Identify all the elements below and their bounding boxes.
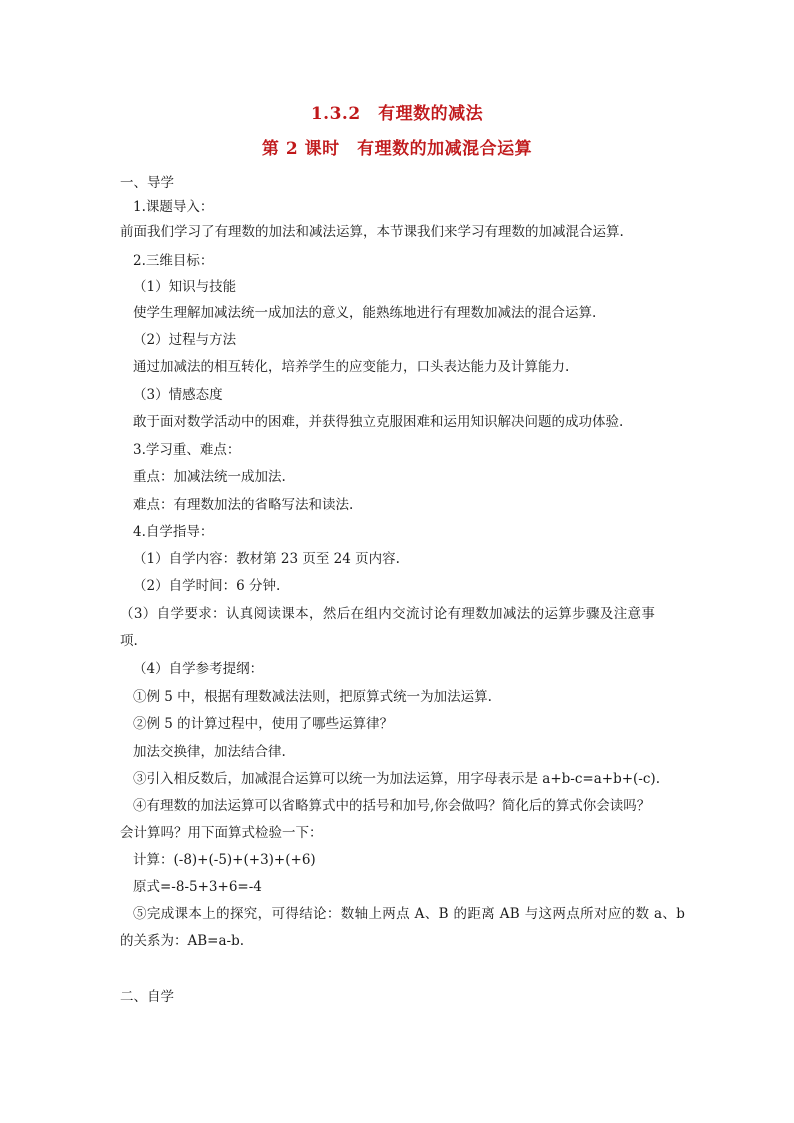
selfstudy-requirement: （3）自学要求：认真阅读课本，然后在组内交流讨论有理数加减法的运算步骤及注意事 — [120, 606, 656, 622]
paragraph-intro: 前面我们学习了有理数的加法和减法运算，本节课我们来学习有理数的加减混合运算. — [120, 224, 624, 240]
outline-item-2-answer: 加法交换律，加法结合律. — [133, 744, 286, 760]
outline-item-2: ②例 5 的计算过程中，使用了哪些运算律？ — [133, 716, 394, 732]
keypoint-difficulty: 难点：有理数加法的省略写法和读法. — [133, 497, 354, 513]
selfstudy-content: （1）自学内容：教材第 23 页至 24 页内容. — [133, 551, 400, 567]
keypoint-focus: 重点：加减法统一成加法. — [133, 469, 286, 485]
outline-item-5-cont: 的关系为：AB=a-b. — [120, 933, 245, 949]
lesson-title: 第 2 课时 有理数的加减混合运算 — [261, 139, 533, 159]
outline-item-1: ①例 5 中，根据有理数减法法则，把原算式统一为加法运算. — [133, 689, 492, 705]
item-selfstudy-label: 4.自学指导： — [133, 524, 214, 540]
example-calculation: 计算：(-8)+(-5)+(+3)+(+6) — [133, 852, 316, 868]
outline-item-3: ③引入相反数后，加减混合运算可以统一为加法运算，用字母表示是 a+b-c=a+b+(-c). — [133, 771, 660, 787]
outline-item-4-cont: 会计算吗？用下面算式检验一下： — [120, 825, 323, 841]
objective-1-text: 使学生理解加减法统一成加法的意义，能熟练地进行有理数加减法的混合运算. — [133, 305, 597, 321]
example-solution: 原式=-8-5+3+6=-4 — [133, 879, 262, 895]
item-intro-label: 1.课题导入： — [133, 199, 214, 215]
selfstudy-outline-label: （4）自学参考提纲： — [133, 661, 264, 677]
selfstudy-requirement-cont: 项. — [120, 633, 138, 649]
outline-item-4: ④有理数的加法运算可以省略算式中的括号和加号,你会做吗？简化后的算式你会读吗？ — [133, 798, 651, 814]
heading-guide: 一、导学 — [120, 175, 174, 191]
item-objectives-label: 2.三维目标： — [133, 253, 214, 269]
selfstudy-time: （2）自学时间：6 分钟. — [133, 578, 281, 594]
objective-3-text: 敢于面对数学活动中的困难，并获得独立克服困难和运用知识解决问题的成功体验. — [133, 414, 624, 430]
heading-selfstudy: 二、自学 — [120, 989, 174, 1005]
objective-1-label: （1）知识与技能 — [133, 279, 237, 295]
outline-item-5: ⑤完成课本上的探究，可得结论：数轴上两点 A、B 的距离 AB 与这两点所对应的数 a、b — [133, 906, 686, 922]
section-title: 1.3.2 有理数的减法 — [310, 104, 484, 124]
objective-2-label: （2）过程与方法 — [133, 332, 237, 348]
objective-3-label: （3）情感态度 — [133, 387, 223, 403]
objective-2-text: 通过加减法的相互转化，培养学生的应变能力，口头表达能力及计算能力. — [133, 359, 570, 375]
item-keypoints-label: 3.学习重、难点： — [133, 442, 241, 458]
